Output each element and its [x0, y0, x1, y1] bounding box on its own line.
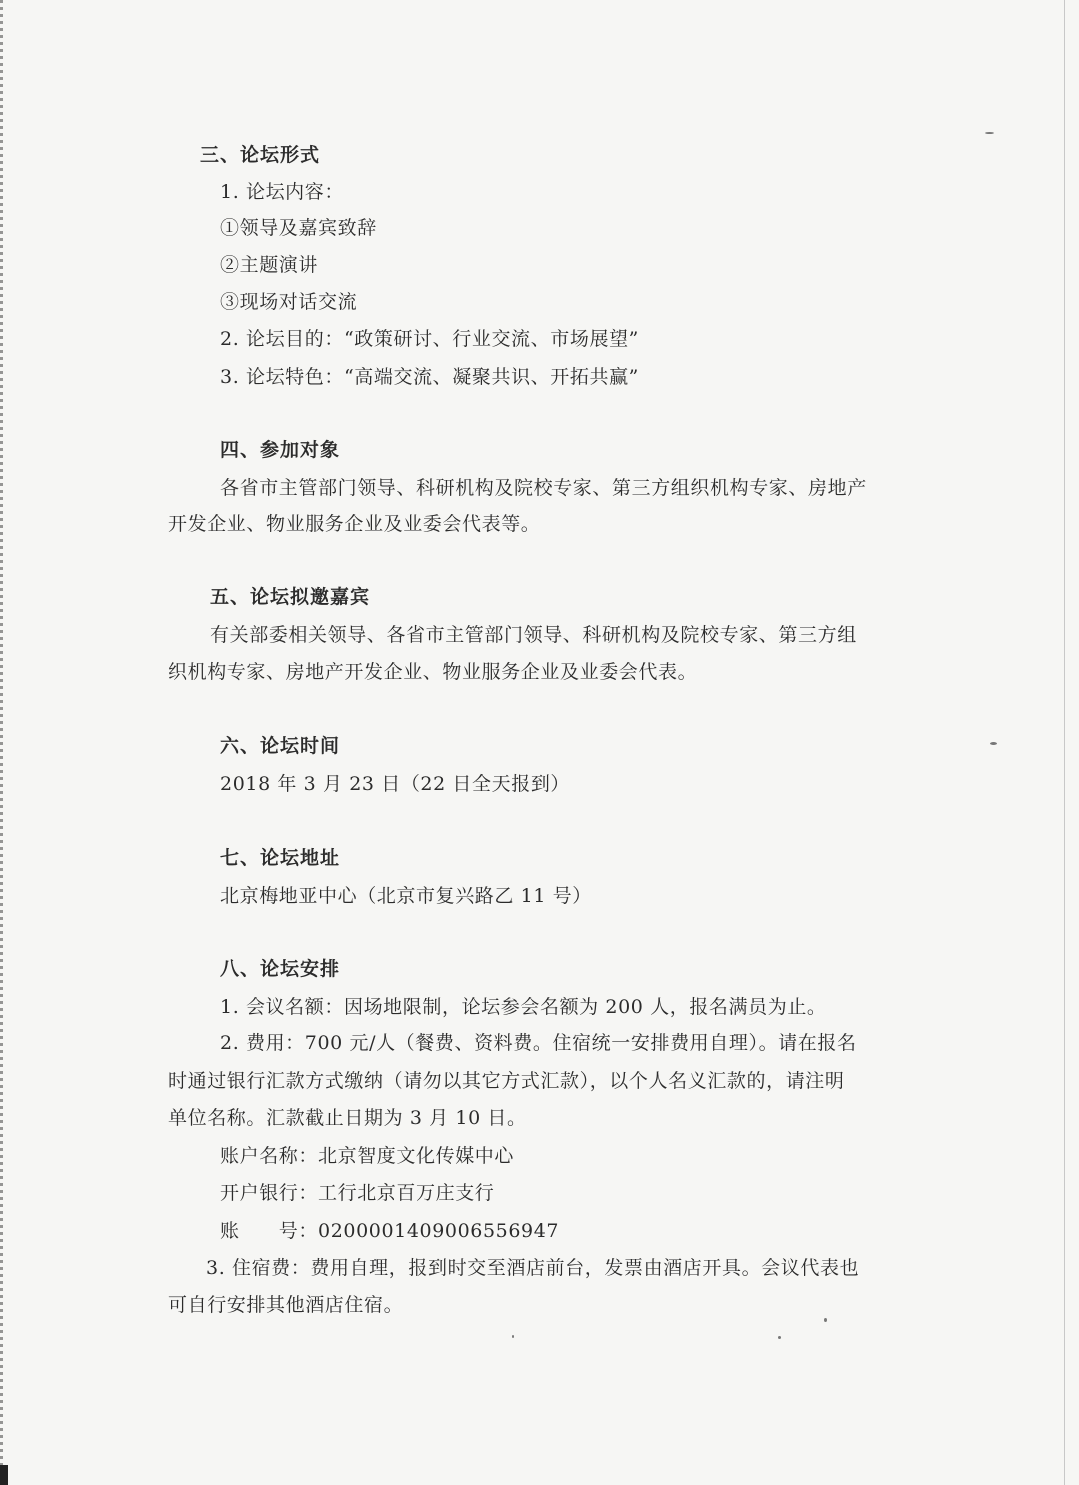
scan-speck: [778, 1336, 781, 1339]
invited-guests-line-2: 织机构专家、房地产开发企业、物业服务企业及业委会代表。: [168, 661, 698, 683]
scan-speck: [512, 1335, 514, 1338]
account-name: 账户名称：北京智度文化传媒中心: [220, 1145, 515, 1167]
scan-edge-right: [1064, 0, 1065, 1485]
participants-line-2: 开发企业、物业服务企业及业委会代表等。: [168, 513, 541, 535]
account-number: 账 号：0200001409006556947: [220, 1220, 560, 1242]
section-heading-forum-format: 三、论坛形式: [200, 144, 321, 166]
meeting-quota: 1. 会议名额：因场地限制，论坛参会名额为 200 人，报名满员为止。: [220, 996, 827, 1018]
bank-name: 开户银行：工行北京百万庄支行: [220, 1182, 495, 1204]
forum-content-item-1: ①领导及嘉宾致辞: [220, 217, 377, 239]
forum-features: 3. 论坛特色：“高端交流、凝聚共识、开拓共赢”: [220, 366, 639, 388]
section-heading-invited-guests: 五、论坛拟邀嘉宾: [210, 586, 371, 608]
forum-time-value: 2018 年 3 月 23 日（22 日全天报到）: [220, 773, 571, 795]
fee-line-1: 2. 费用：700 元/人（餐费、资料费。住宿统一安排费用自理）。请在报名: [220, 1032, 857, 1054]
forum-content-label: 1. 论坛内容：: [220, 181, 344, 203]
scan-corner-mark: [0, 1465, 8, 1485]
scan-speck: [985, 132, 994, 134]
forum-content-item-2: ②主题演讲: [220, 254, 319, 276]
participants-line-1: 各省市主管部门领导、科研机构及院校专家、第三方组织机构专家、房地产: [220, 477, 867, 499]
section-heading-forum-arrangement: 八、论坛安排: [220, 958, 341, 980]
scan-speck: [824, 1318, 827, 1322]
forum-purpose: 2. 论坛目的：“政策研讨、行业交流、市场展望”: [220, 328, 639, 350]
forum-content-item-3: ③现场对话交流: [220, 291, 358, 313]
fee-line-3: 单位名称。汇款截止日期为 3 月 10 日。: [168, 1107, 527, 1129]
lodging-line-1: 3. 住宿费：费用自理，报到时交至酒店前台，发票由酒店开具。会议代表也: [206, 1257, 860, 1279]
section-heading-forum-time: 六、论坛时间: [220, 735, 341, 757]
section-heading-participants: 四、参加对象: [220, 439, 341, 461]
forum-address-value: 北京梅地亚中心（北京市复兴路乙 11 号）: [220, 885, 592, 907]
section-heading-forum-address: 七、论坛地址: [220, 847, 341, 869]
scan-speck: [990, 742, 997, 745]
invited-guests-line-1: 有关部委相关领导、各省市主管部门领导、科研机构及院校专家、第三方组: [210, 624, 857, 646]
scan-edge-left: [0, 0, 3, 1485]
lodging-line-2: 可自行安排其他酒店住宿。: [168, 1294, 404, 1316]
fee-line-2: 时通过银行汇款方式缴纳（请勿以其它方式汇款），以个人名义汇款的，请注明: [168, 1070, 845, 1092]
